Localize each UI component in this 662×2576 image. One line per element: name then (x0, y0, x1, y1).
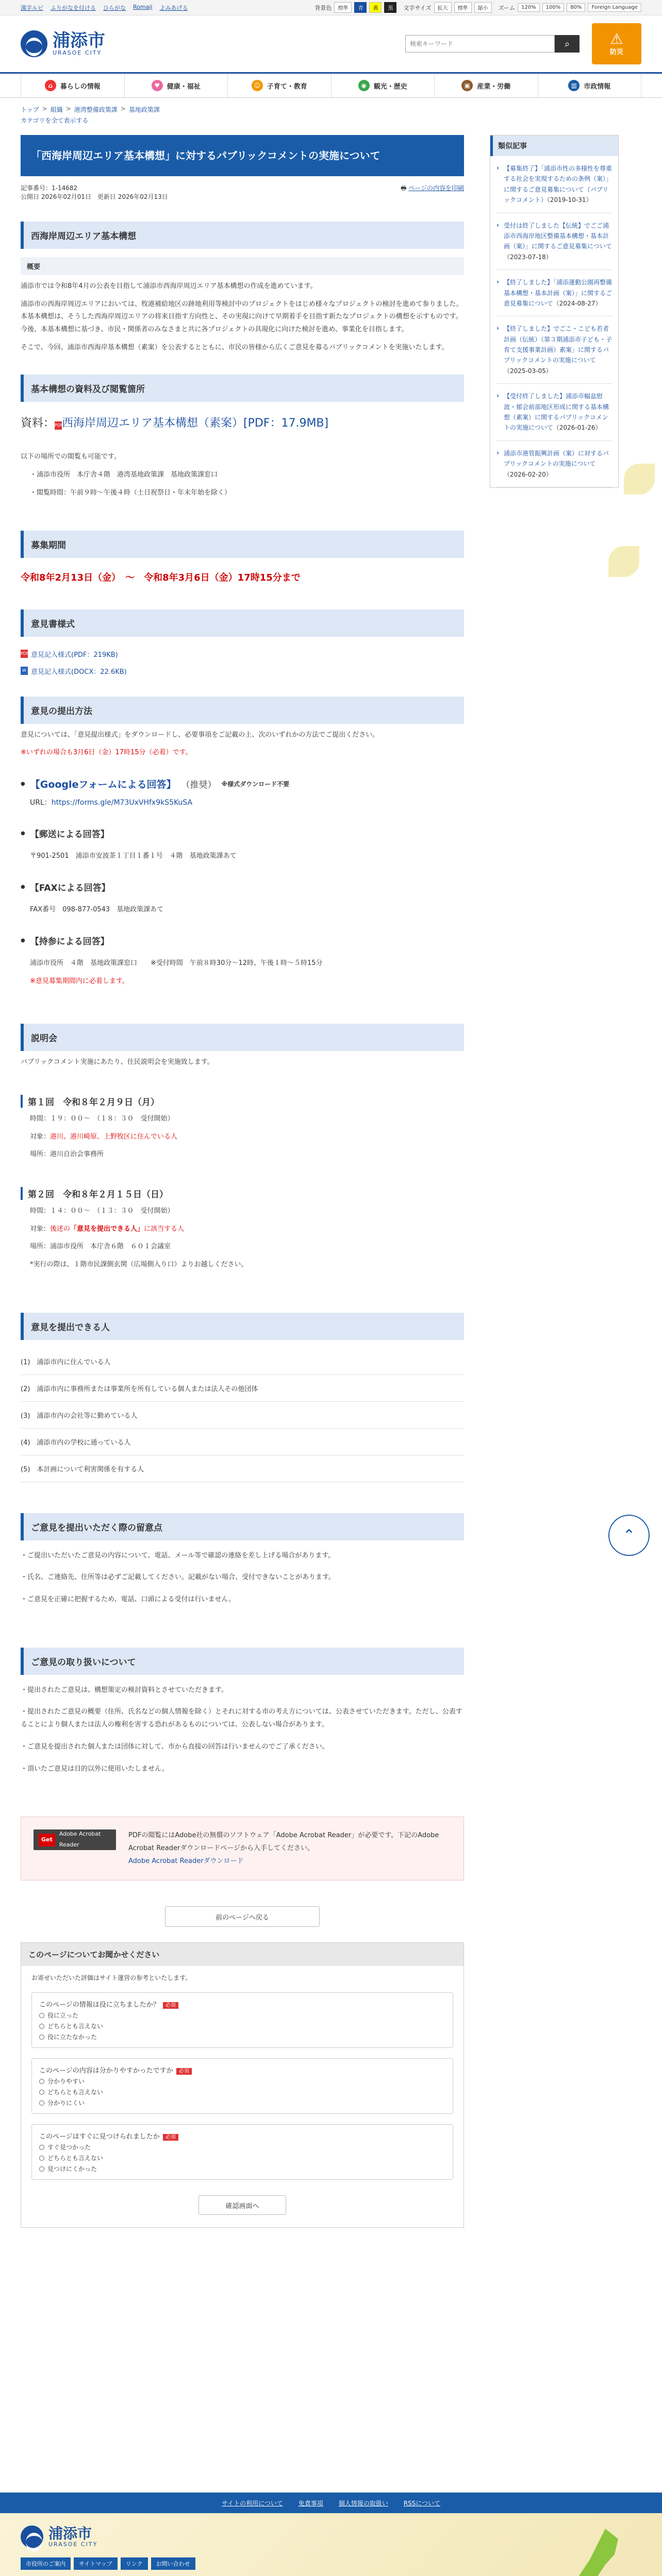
pdf-icon: PDF (21, 650, 28, 658)
gnav-health[interactable] (125, 74, 228, 97)
feedback-survey (21, 1942, 464, 2228)
search-button[interactable] (555, 35, 580, 53)
related-date: （2026-02-20） (504, 470, 552, 478)
form-docx-link[interactable]: 意見記入様式(DOCX：22.6KB) (31, 668, 127, 676)
acrobat-download-link[interactable]: Adobe Acrobat Readerダウンロード (128, 1857, 244, 1865)
related-link[interactable]: 【募集終了】「浦添市性の多様性を尊重する社会を実現するための条例（案）」に関するご意見募集について（パブリックコメント） (504, 165, 613, 204)
fontsize-standard[interactable]: 標準 (454, 2, 472, 13)
list-item (21, 880, 464, 917)
google-form-url[interactable]: https://forms.gle/M73UxVHfx9kS5KuSA (51, 798, 193, 807)
bgcolor-blue[interactable]: 青 (354, 2, 367, 13)
required-badge: 必須 (176, 2068, 192, 2075)
radio-icon (39, 2024, 44, 2029)
recruitment-period: 令和8年2月13日（金） 〜 令和8年3月6日（金）17時15分まで (21, 572, 301, 583)
radio-option[interactable]: どちらとも言えない (39, 2088, 445, 2096)
zoom-120[interactable]: 120% (518, 3, 540, 12)
related-link[interactable]: 【終了しました】でごこ・こども若者計画（伝統）（第３期浦添市子ども・子育て支援事業計画）素案」に関するパブリックコメントの実施について (504, 325, 613, 364)
related-item (496, 213, 612, 270)
printer-icon: 🖶 (401, 184, 407, 192)
question-text: このページはすぐに見つけられましたか (39, 2133, 160, 2141)
radio-option[interactable]: どちらとも言えない (39, 2022, 445, 2030)
search-input[interactable] (405, 35, 555, 53)
radio-option[interactable]: 分かりやすい (39, 2077, 445, 2086)
related-item (496, 156, 612, 213)
site-logo[interactable] (21, 30, 105, 57)
survey-q1 (31, 1992, 453, 2048)
related-date: （2023-07-18） (504, 253, 552, 261)
footer-site-name-en: URASOE CITY (48, 2540, 98, 2548)
target-text: に該当する人 (144, 1225, 185, 1233)
gnav-living[interactable] (21, 74, 125, 97)
required-badge: 必須 (163, 2002, 178, 2009)
article-number: 記事番号：1-14682 (21, 184, 78, 192)
survey-q3 (31, 2124, 453, 2180)
pdf-icon: PDF (55, 421, 62, 430)
list-item: (2) 浦添市内に事務所または事業所を所有している個人または法人その他団体 (21, 1375, 464, 1402)
city-emblem-icon (21, 30, 47, 57)
bgcolor-black[interactable]: 黒 (384, 2, 396, 13)
list-item: ・頂いたご意見は目的以外に使用いたしません。 (21, 1765, 169, 1773)
radio-option[interactable]: 見つけにくかった (39, 2164, 445, 2173)
section-heading-handling: ご意見の取り扱いについて (21, 1648, 464, 1675)
required-badge: 必須 (163, 2134, 178, 2141)
paragraph: ・浦添市役所 本庁舎４階 港湾基地政策課 基地政策課窓口 (30, 471, 218, 479)
print-link[interactable]: ページの内容を印刷 (408, 184, 464, 192)
site-name-en: URASOE CITY (53, 49, 102, 56)
zoom-100[interactable]: 100% (542, 3, 565, 12)
radio-option[interactable]: どちらとも言えない (39, 2154, 445, 2162)
site-search (405, 35, 580, 53)
related-item (496, 441, 612, 487)
list-item: ・提出されたご意見の概要（住所、氏名などの個人情報を除く）とそれに対する市の考え方については、公表させていただきます。ただし、公表することにより個人または法人の権利を害する恐れがあるものについては、公表しない場合があります。 (21, 1708, 462, 1729)
handling-list (21, 1684, 464, 1775)
google-form-link[interactable]: ● 【Googleフォームによる回答】 (30, 778, 176, 790)
related-articles-title: 類似記事 (490, 135, 618, 156)
list-item: ・提出されたご意見は、構想策定の検討資料とさせていただきます。 (21, 1686, 228, 1694)
acrobat-reader-notice (21, 1817, 464, 1880)
deadline-note: ※いずれの場合も3月6日（金）17時15分（必着）です。 (21, 749, 192, 757)
content-wrap (0, 135, 662, 2228)
paragraph: 浦添市の西海岸周辺エリアにおいては、牧港補給地区の跡地利用等検討中のプロジェクトをはじめ様々なプロジェクトの検討を進めて参りました。本基本構想は、そうした西海岸周辺エリアの将来目指す方向性と、その実現に向けて早期着手を目指す新たなプロジェクトの構想を示すものです。今後、本基本構想に基づき、市民・関係者のみなさまと共に各プロジェクトの具現化に向けた検討を進め、事業化を目指します。 (21, 300, 463, 334)
radio-icon (39, 2035, 44, 2040)
plan-pdf-link[interactable]: 西海岸周辺エリア基本構想（素案）[PDF：17.9MB] (62, 417, 329, 430)
footer-link-usage[interactable]: サイトの利用について (221, 2499, 283, 2507)
related-date: （2026-01-26） (553, 424, 602, 432)
heart-icon: ♥ (152, 80, 163, 91)
radio-icon (39, 2079, 44, 2084)
child-icon: ☺ (252, 80, 263, 91)
survey-q2 (31, 2058, 453, 2114)
footer-link-contact[interactable]: お問い合わせ (151, 2557, 195, 2570)
gnav-label: 健康・福祉 (167, 82, 201, 91)
radio-icon (39, 2145, 44, 2150)
section-heading-period: 募集期間 (21, 531, 464, 558)
util-link-furigana[interactable]: ふりがなを付ける (51, 4, 96, 11)
utility-bar (0, 0, 662, 15)
section-heading-submit-methods: 意見の提出方法 (21, 697, 464, 724)
show-all-categories-link[interactable]: カテゴリを全て表示する (21, 117, 89, 124)
site-footer (0, 2513, 662, 2576)
radio-icon (39, 2166, 44, 2172)
util-link-read-aloud[interactable]: よみあげる (159, 4, 188, 11)
gnav-label: 子育て・教育 (267, 82, 307, 91)
footer-site-name: 浦添市 (48, 2524, 92, 2542)
list-item (21, 827, 464, 863)
page-title: 「西海岸周辺エリア基本構想」に対するパブリックコメントの実施について (21, 135, 464, 176)
reader-text: PDFの閲覧にはAdobe社の無償のソフトウェア「Adobe Acrobat Reader」が必要です。下記のAdobe Acrobat Readerダウンロードページから入手してください。 (128, 1832, 439, 1852)
okinawa-map-icon (528, 2523, 641, 2576)
alert-icon: ⚠ (610, 30, 623, 47)
gnav-childcare[interactable] (228, 74, 332, 97)
survey-title: このページについてお聞かせください (21, 1943, 464, 1966)
breadcrumb-top[interactable]: トップ (21, 106, 39, 113)
notes-list (21, 1550, 464, 1606)
bgcolor-label: 背景色 (315, 4, 332, 11)
list-item: ・ご意見を正確に把握するため、電話、口頭による受付は行いません。 (21, 1596, 236, 1604)
footer-link-privacy[interactable]: 個人情報の取扱い (338, 2499, 388, 2507)
footer-link-links[interactable]: リンク (121, 2557, 148, 2570)
paragraph: ※意見募集期間内に必着します。 (30, 977, 129, 985)
radio-icon (39, 2100, 44, 2106)
site-name: 浦添市 (53, 30, 105, 51)
gnav-label: 市政情報 (584, 82, 611, 91)
radio-option[interactable]: 分かりにくい (39, 2098, 445, 2107)
section-heading-plan: 西海岸周辺エリア基本構想 (21, 222, 464, 249)
list-item: (5) 本計画について利害関係を有する人 (21, 1455, 464, 1482)
session-2-heading: 第２回 令和８年２月１５日（日） (21, 1187, 464, 1200)
paragraph: 場所：港川自治会事務所 (30, 1150, 104, 1159)
related-item (496, 270, 612, 316)
paragraph: 場所：浦添市役所 本庁舎６階 ６０１会議室 (30, 1243, 171, 1251)
util-link-kanji-ruby[interactable]: 漢字ルビ (21, 4, 43, 11)
radio-option[interactable]: 役に立った (39, 2011, 445, 2020)
zoom-80[interactable]: 80% (567, 3, 585, 12)
footer-nav (0, 2493, 662, 2513)
target-label: 対象： (30, 1132, 51, 1141)
radio-icon (39, 2090, 44, 2095)
badge-text: Adobe Acrobat Reader (59, 1831, 101, 1849)
subheading-overview: 概要 (21, 257, 464, 275)
footer-link-office[interactable]: 市役所のご案内 (21, 2557, 71, 2570)
list-item: ・氏名、ご連絡先、住所等は必ずご記載してください。記載がない場合、受付できないことがあります。 (21, 1573, 335, 1582)
gnav-tourism[interactable] (332, 74, 435, 97)
house-icon: ⌂ (45, 80, 56, 91)
badge-get: Get (39, 1834, 55, 1846)
survey-submit-button[interactable]: 確認画面へ (198, 2195, 286, 2215)
related-articles (490, 135, 619, 488)
breadcrumb-port-div[interactable]: 港湾整備政策課 (74, 106, 118, 113)
no-download-note: ※様式ダウンロード不要 (221, 780, 290, 788)
gnav-label: 暮らしの情報 (60, 82, 101, 91)
related-date: （2024-08-27） (553, 299, 602, 307)
gnav-label: 産業・労働 (477, 82, 511, 91)
footer-link-rss[interactable]: RSSについて (403, 2499, 441, 2507)
disaster-prevention-label: 防災 (609, 48, 623, 56)
list-item (21, 777, 464, 810)
flower-decoration (608, 546, 639, 577)
method-heading: ● 【持参による回答】 (21, 934, 464, 947)
fontsize-smaller[interactable]: 縮小 (474, 2, 492, 13)
section-heading-materials: 基本構想の資料及び閲覧箇所 (21, 375, 464, 402)
materials-label: 資料： (21, 417, 55, 430)
method-heading: ● 【郵送による回答】 (21, 827, 464, 840)
paragraph: *実行の際は、１階市民課側玄関（広場側入り口）よりお越しください。 (30, 1261, 248, 1269)
word-doc-icon: W (21, 667, 28, 675)
city-emblem-icon (21, 2526, 43, 2548)
gnav-city-info[interactable] (538, 74, 642, 97)
publish-dates: 公開日 2026年02月01日 更新日 2026年02月13日 (21, 193, 168, 200)
survey-intro: お寄せいただいた評価はサイト運営の参考といたします。 (31, 1974, 192, 1982)
paragraph: 時間：１９：００〜 （１８：３０ 受付開始） (30, 1114, 174, 1123)
method-heading: ● 【FAXによる回答】 (21, 880, 464, 893)
list-item: ・ご提出いただいたご意見の内容について、電話、メール等で確認の連絡を差し上げる場合があります。 (21, 1551, 335, 1560)
sidebar (490, 135, 619, 2228)
breadcrumb-base-div[interactable]: 基地政策課 (128, 106, 160, 113)
get-acrobat-badge[interactable] (34, 1829, 116, 1850)
list-item: ・ご意見を提出された個人または団体に対して、市から直接の回答は行いませんのでご了承ください。 (21, 1742, 329, 1751)
target-label: 対象： (30, 1225, 51, 1233)
submit-methods-list (21, 777, 464, 988)
list-item: (4) 浦添市内の学校に通っている人 (21, 1429, 464, 1455)
paragraph: FAX番号 098-877-0543 基地政策課あて (30, 906, 164, 914)
paragraph: 浦添市では令和8年4月の公表を目指して浦添市西海岸周辺エリア基本構想の作成を進めています。 (21, 282, 317, 290)
gnav-label: 観光・歴史 (373, 82, 407, 91)
paragraph: 時間：１４：００〜 （１３：３０ 受付開始） (30, 1207, 174, 1215)
util-link-romaji[interactable]: Romaji (133, 3, 153, 10)
session-1-heading: 第１回 令和８年２月９日（月） (21, 1095, 464, 1108)
section-heading-briefing: 説明会 (21, 1024, 464, 1051)
question-text: このページの内容は分かりやすかったですか (39, 2067, 173, 2075)
url-label: URL： (30, 798, 52, 807)
zoom-label: ズーム (498, 4, 516, 11)
related-link[interactable]: 浦添市港管振興計画（案）に対するパブリックコメントの実施について (504, 449, 609, 468)
section-heading-eligible: 意見を提出できる人 (21, 1313, 464, 1340)
main-content (21, 135, 464, 2228)
radio-option[interactable]: 役に立たなかった (39, 2032, 445, 2041)
chevron-up-icon: ⌃ (622, 1526, 636, 1545)
list-item: (3) 浦添市内の会社等に勤めている人 (21, 1402, 464, 1429)
recommend-label: （推奨） (181, 779, 217, 790)
paragraph: 〒901-2501 浦添市安波茶１丁目１番１号 ４階 基地政策課あて (30, 852, 237, 860)
radio-icon (39, 2013, 44, 2018)
breadcrumb: トップ > 組織 > 港湾整備政策課 > 基地政策課 (21, 105, 160, 113)
radio-icon (39, 2156, 44, 2161)
fontsize-label: 文字サイズ (403, 4, 432, 11)
eligible-list (21, 1348, 464, 1482)
gnav-industry[interactable] (435, 74, 538, 97)
paragraph: 以下の場所での閲覧も可能です。 (21, 453, 121, 461)
search-icon: ⌕ (564, 38, 570, 49)
list-item: (1) 浦添市内に住んでいる人 (21, 1348, 464, 1375)
target-text: 「意見を提出できる人」 (70, 1225, 144, 1233)
camera-icon: ◉ (358, 80, 370, 91)
section-heading-forms: 意見書様式 (21, 609, 464, 637)
breadcrumb-org[interactable]: 組織 (50, 106, 63, 113)
global-nav (0, 72, 662, 98)
radio-option[interactable]: すぐ見つかった (39, 2143, 445, 2151)
paragraph: ・閲覧時間：午前９時〜午後４時（土日祝祭日・年末年始を除く） (30, 488, 231, 497)
related-date: （2019-10-31） (547, 196, 592, 204)
footer-link-sitemap[interactable]: サイトマップ (74, 2557, 118, 2570)
bgcolor-standard[interactable]: 標準 (334, 2, 352, 13)
site-header (0, 15, 662, 72)
related-link[interactable]: 【終了しました】「浦添運動公園再整備基本構想・基本計画（案）」に関するご意見募集について (504, 279, 613, 307)
flower-decoration (624, 464, 655, 495)
back-button[interactable]: 前のページへ戻る (165, 1906, 320, 1927)
related-link[interactable]: 【受付終了しました】浦添市幅盆慰波・郁会前部地区形成に関する基本構想（素案）に関するパブリックコメントの実施について (504, 393, 609, 432)
paragraph: そこで、今回、浦添市西海岸基本構想（素案）を公表するとともに、市民の皆様から広くご意見を募るパブリックコメントを実施いたします。 (21, 343, 449, 351)
building-icon: ▥ (568, 80, 580, 91)
paragraph: 意見については、「意見提出様式」をダウンロードし、必要事項をご記載の上、次のいずれかの方法でご提出ください。 (21, 731, 379, 739)
related-item (496, 316, 612, 384)
paragraph: 浦添市役所 ４階 基地政策課窓口 ※受付時間 午前８時30分〜12時、午後１時〜５時15分 (30, 959, 323, 967)
fontsize-larger[interactable]: 拡大 (434, 2, 452, 13)
footer-link-disclaimer[interactable]: 免責事項 (298, 2499, 323, 2507)
question-text: このページの情報は役に立ちましたか？ (39, 2001, 160, 2009)
form-pdf-link[interactable]: 意見記入様式(PDF：219KB) (31, 651, 118, 659)
related-item (496, 384, 612, 441)
section-heading-notes: ご意見を提出いただく際の留意点 (21, 1513, 464, 1540)
target-text: 後述の (50, 1225, 71, 1233)
paragraph: パブリックコメント実施にあたり、住民説明会を実施致します。 (21, 1058, 214, 1066)
util-link-hiragana[interactable]: ひらがな (103, 4, 126, 11)
related-date: （2025-03-05） (504, 367, 552, 375)
briefcase-icon: ▣ (461, 80, 473, 91)
foreign-language-button[interactable]: Foreign Language (588, 3, 641, 12)
back-to-top-button[interactable] (608, 1515, 650, 1556)
bgcolor-yellow[interactable]: 黄 (369, 2, 382, 13)
target-text: 港川、港川崎原、上野牧区に住んでいる人 (50, 1132, 178, 1141)
related-link[interactable]: 受付は終了しました【伝統】でごご浦添市西海岸地区整備基本構想・基本計画（案）」に関するご意見募集について (504, 222, 612, 250)
disaster-prevention-button[interactable] (592, 23, 641, 64)
list-item (21, 934, 464, 988)
